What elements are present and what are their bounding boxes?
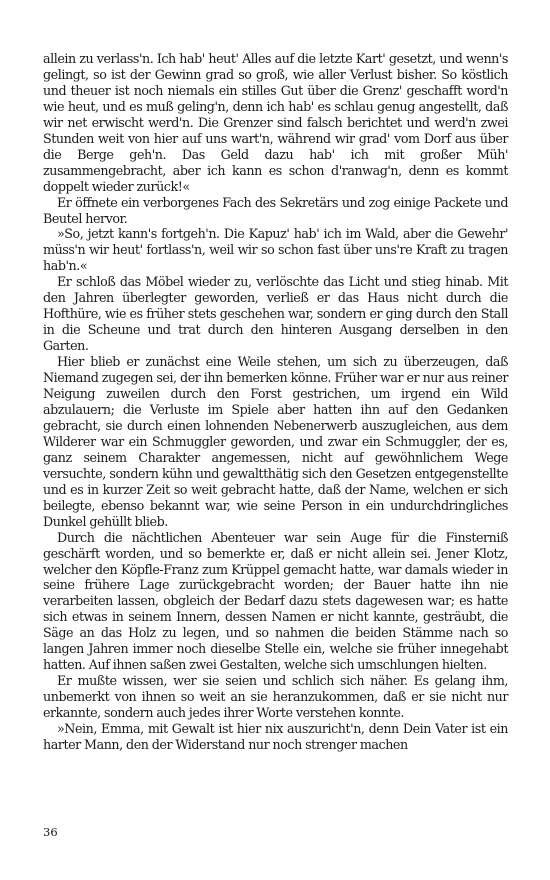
paragraph-4: Er schloß das Möbel wieder zu, verlöschte das Licht und stieg hinab. Mit den Jahren überlegter geworden, verließ er das Haus nicht durch die Hofthüre, wie es früher stets geschehen war, sondern er ging durch den Stall in die Scheune und trat durch den hinteren Ausgang derselben in den Garten. — [43, 274, 508, 354]
body-text — [43, 51, 508, 753]
paragraph-6: Durch die nächtlichen Abenteuer war sein Auge für die Finsterniß geschärft worden, und so bemerkte er, daß er nicht allein sei. Jener Klotz, welcher den Köpfle-Franz zum Krüppel gemacht hatte, war damals wieder in seine frühere Lage zurückgebracht worden; der Bauer hatte ihn nie verarbeiten lassen, obgleich der Bedarf dazu stets dagewesen war; es hatte sich etwas in seinem Innern, dessen Namen er nicht kannte, gesträubt, die Säge an das Holz zu legen, und so nahmen die beiden Stämme nach so langen Jahren immer noch dieselbe Stelle ein, welche sie früher innegehabt hatten. Auf ihnen saßen zwei Gestalten, welche sich umschlungen hielten. — [43, 529, 508, 673]
paragraph-5: Hier blieb er zunächst eine Weile stehen, um sich zu überzeugen, daß Niemand zugegen sei, der ihn bemerken könne. Früher war er nur aus reiner Neigung zuweilen durch den Forst gestrichen, um irgend ein Wild abzulauern; die Verluste im Spiele aber hatten ihn auf den Gedanken gebracht, sie durch einen lohnenden Nebenerwerb auszugleichen, aus dem Wilderer war ein Schmuggler geworden, und zwar ein Schmuggler, der es, ganz seinem Charakter angemessen, nicht auf gewöhnlichem Wege versuchte, sondern kühn und gewaltthätig sich den Gesetzen entgegenstellte und es in kurzer Zeit so weit gebracht hatte, daß der Name, welchen er sich beilegte, ebenso bekannt war, wie seine Person in ein undurchdringliches Dunkel gehüllt blieb. — [43, 354, 508, 529]
page-number: 36 — [43, 825, 58, 839]
paragraph-3: »So, jetzt kann's fortgeh'n. Die Kapuz' hab' ich im Wald, aber die Gewehr' müss'n wir heut' fortlass'n, weil wir so schon fast über uns're Kraft zu tragen hab'n.« — [43, 226, 508, 274]
paragraph-2: Er öffnete ein verborgenes Fach des Sekretärs und zog einige Packete und Beutel hervor. — [43, 194, 508, 226]
paragraph-1: allein zu verlass'n. Ich hab' heut' Alles auf die letzte Kart' gesetzt, und wenn's gelingt, so ist der Gewinn grad so groß, wie aller Verlust bisher. So köstlich und theuer ist noch niemals ein stilles Gut über die Grenz' geschafft word'n wie heut, und es muß geling'n, denn ich hab' es schlau genug angestellt, daß wir net erwischt werd'n. Die Grenzer sind falsch berichtet und werd'n zwei Stunden weit von hier auf uns wart'n, während wir grad' vom Dorf aus über die Berge geh'n. Das Geld dazu hab' ich mit großer Müh' zusammengebracht, aber ich kann es schon d'ranwag'n, denn es kommt doppelt wieder zurück!« — [43, 51, 508, 194]
paragraph-7: Er mußte wissen, wer sie seien und schlich sich näher. Es gelang ihm, unbemerkt von ihnen so weit an sie heranzukommen, daß er sie nicht nur erkannte, sondern auch jedes ihrer Worte verstehen konnte. — [43, 673, 508, 721]
paragraph-8: »Nein, Emma, mit Gewalt ist hier nix auszuricht'n, denn Dein Vater ist ein harter Mann, den der Widerstand nur noch strenger machen — [43, 721, 508, 752]
